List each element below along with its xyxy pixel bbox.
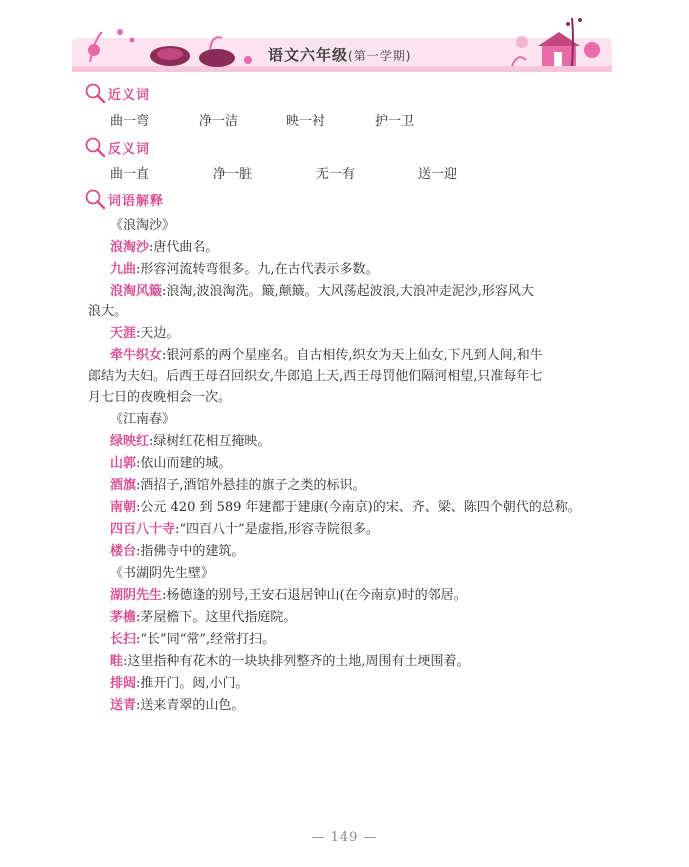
- glossary-definition: :推开门。闼,小门。: [136, 676, 249, 691]
- antonyms-row: [0, 163, 689, 183]
- glossary-definition: :“四百八十”是虚指,形容寺院很多。: [175, 522, 379, 537]
- header-title: [268, 44, 411, 65]
- antonym-item: 无一有: [316, 167, 356, 182]
- glossary-definition: :公元 420 到 589 年建都于建康(今南京)的宋、齐、梁、陈四个朝代的总称。: [136, 500, 581, 515]
- glossary-entry: [110, 696, 244, 716]
- synonym-item: 映一衬: [286, 114, 326, 129]
- glossary-definition: :送来青翠的山色。: [136, 698, 245, 713]
- glossary-definition: :依山而建的城。: [136, 456, 232, 471]
- glossary-term: 排闼: [110, 676, 137, 691]
- glossary-entry: [110, 674, 249, 694]
- glossary-entry: [110, 346, 543, 366]
- antonyms-title: 反义词: [108, 141, 151, 157]
- glossary-term: 四百八十寺: [110, 522, 176, 537]
- glossary-term: 山郭: [110, 456, 137, 471]
- glossary-entry: [110, 608, 296, 628]
- glossary-entry: [110, 260, 379, 280]
- glossary-entry: [110, 432, 270, 452]
- glossary-entry: [110, 652, 470, 672]
- glossary-title: 词语解释: [108, 193, 165, 209]
- antonyms-heading: [84, 136, 150, 158]
- glossary-term: 九曲: [110, 262, 137, 277]
- glossary-entry: [110, 282, 534, 302]
- glossary-definition: :酒招子,酒馆外悬挂的旗子之类的标识。: [136, 478, 366, 493]
- glossary-term: 天涯: [110, 326, 137, 341]
- glossary-term: 送青: [110, 698, 137, 713]
- poem-title-langtaosha: 《浪淘沙》: [110, 218, 176, 233]
- antonym-item: 送一迎: [418, 167, 458, 182]
- glossary-entry: [110, 586, 467, 606]
- antonym-item: 曲一直: [110, 167, 150, 182]
- antonym-item: 净一脏: [213, 167, 253, 182]
- synonyms-title: 近义词: [108, 87, 151, 103]
- glossary-definition: :天边。: [136, 326, 180, 341]
- glossary-definition-continued: 郎结为夫妇。后西王母召回织女,牛郎追上天,西王母罚他们隔河相望,只准每年七: [88, 369, 543, 384]
- glossary-entry: [110, 476, 366, 496]
- glossary-definition: :“长”同“常”,经常打扫。: [136, 632, 276, 647]
- glossary-term: 茅檐: [110, 610, 137, 625]
- glossary-entry: [110, 630, 275, 650]
- glossary-entry: [110, 542, 244, 562]
- book-subtitle: (第一学期): [348, 49, 412, 63]
- glossary-entry: [110, 520, 379, 540]
- glossary-term: 牵牛织女: [110, 348, 163, 363]
- glossary-entry: [110, 454, 231, 474]
- glossary-definition-continued: 月七日的夜晚相会一次。: [88, 390, 232, 405]
- glossary-term: 畦: [110, 654, 124, 669]
- glossary-definition-continued: 浪大。: [88, 304, 128, 319]
- glossary-term: 湖阴先生: [110, 588, 163, 603]
- synonym-item: 曲一弯: [110, 114, 150, 129]
- page-number: — 149 —: [311, 830, 378, 845]
- glossary-term: 楼台: [110, 544, 137, 559]
- glossary-definition: :银河系的两个星座名。自古相传,织女为天上仙女,下凡到人间,和牛: [162, 348, 543, 363]
- glossary-definition: :形容河流转弯很多。九,在古代表示多数。: [136, 262, 379, 277]
- glossary-entry: [110, 324, 179, 344]
- glossary-definition: :指佛寺中的建筑。: [136, 544, 245, 559]
- synonyms-heading: [84, 82, 150, 104]
- glossary-term: 酒旗: [110, 478, 137, 493]
- glossary-definition: :杨德逢的别号,王安石退居钟山(在今南京)时的邻居。: [162, 588, 467, 603]
- poem-title-jiangnanchun: 《江南春》: [110, 412, 176, 427]
- magnifier-icon: [84, 188, 106, 210]
- glossary-definition: :茅屋檐下。这里代指庭院。: [136, 610, 297, 625]
- glossary-definition: :这里指种有花木的一块块排列整齐的土地,周围有土埂围着。: [123, 654, 470, 669]
- synonyms-row: [0, 110, 689, 130]
- book-title: 语文六年级: [268, 46, 349, 64]
- glossary-definition: :唐代曲名。: [149, 240, 219, 255]
- glossary-term: 南朝: [110, 500, 137, 515]
- glossary-definition: :绿树红花相互掩映。: [149, 434, 271, 449]
- glossary-heading: [84, 188, 164, 210]
- glossary-term: 浪淘风簸: [110, 284, 163, 299]
- glossary-term: 浪淘沙: [110, 240, 150, 255]
- poem-title-shuhuyin: 《书湖阴先生壁》: [110, 566, 215, 581]
- glossary-entry: [110, 238, 218, 258]
- magnifier-icon: [84, 82, 106, 104]
- synonym-item: 护一卫: [375, 114, 415, 129]
- synonym-item: 净一洁: [199, 114, 239, 129]
- glossary-term: 绿映红: [110, 434, 150, 449]
- glossary-definition: :浪淘,波浪淘洗。簸,颠簸。大风荡起波浪,大浪冲走泥沙,形容风大: [162, 284, 534, 299]
- glossary-entry: [110, 498, 581, 518]
- magnifier-icon: [84, 136, 106, 158]
- glossary-term: 长扫: [110, 632, 137, 647]
